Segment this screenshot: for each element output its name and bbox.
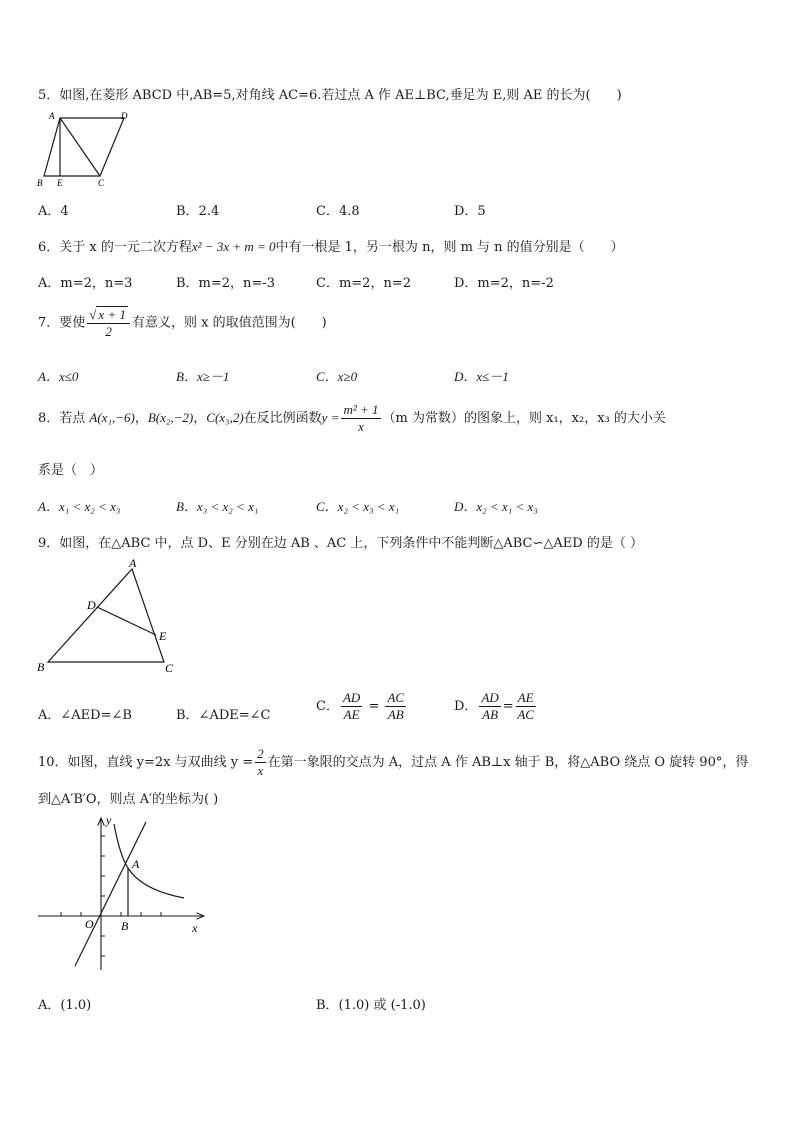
graph-figure bbox=[34, 812, 214, 974]
triangle-figure bbox=[34, 555, 184, 675]
q9-option-c-eq: = bbox=[368, 699, 380, 714]
q6-option-a[interactable]: A．m=2，n=3 bbox=[38, 276, 133, 291]
q8-option-a[interactable]: A．x₁ < x₂ < x₃ bbox=[38, 499, 121, 514]
q6-pre: 6．关于 x 的一元二次方程 bbox=[38, 240, 192, 255]
q9-option-c[interactable] bbox=[316, 690, 408, 723]
q9-option-d-den1: AB bbox=[482, 707, 499, 722]
q7-option-d[interactable]: D．x≤－1 bbox=[454, 369, 509, 384]
q8-option-c[interactable]: C．x₂ < x₃ < x₁ bbox=[316, 499, 400, 514]
q10-text bbox=[38, 746, 748, 779]
q5-text: 5．如图,在菱形 ABCD 中,AB=5,对角线 AC=6.若过点 A 作 AE⊥BC,垂足为 E,则 AE 的长为( ) bbox=[38, 88, 622, 103]
q7-pre: 7．要使 bbox=[38, 315, 86, 331]
fig9-label-b: B bbox=[37, 660, 45, 674]
q8-mid: 在反比例函数 bbox=[243, 411, 322, 426]
q10-line2: 到△A′B′O，则点 A′的坐标为( ) bbox=[38, 792, 219, 807]
q7-option-b[interactable]: B．x≥－1 bbox=[176, 369, 230, 384]
q9-option-a[interactable]: A．∠AED=∠B bbox=[38, 708, 132, 723]
rhombus-figure bbox=[34, 110, 138, 188]
q10-fraction bbox=[255, 746, 266, 779]
q6-option-c[interactable]: C．m=2，n=2 bbox=[316, 276, 411, 291]
q8-post: （m 为常数）的图象上，则 x₁，x₂，x₃ 的大小关 bbox=[382, 411, 666, 426]
q8-text: 8．若点 A(x₁,−6)，B(x₂,−2)，C(x₃,2)在反比例函数y = $\frac{\text{m² + 1}}{x}$ （m 为常数）的图象上，则 x₁，x₂，x₃ 的大小关 bbox=[38, 402, 666, 434]
q9-option-d-prefix: D． bbox=[454, 699, 478, 714]
q9-option-c-num1: AD bbox=[342, 690, 361, 705]
q9-option-d[interactable] bbox=[454, 690, 538, 723]
q8-fraction bbox=[341, 402, 380, 435]
q9-text: 9．如图，在△ABC 中，点 D、E 分别在边 AB 、AC 上，下列条件中不能判断△ABC∽△AED 的是（ ） bbox=[38, 536, 643, 551]
q7-numerator: x + 1 bbox=[98, 307, 126, 322]
fig10-label-b: B bbox=[121, 919, 129, 933]
fig10-label-x: x bbox=[192, 921, 198, 935]
fig5-label-e: E bbox=[57, 178, 63, 188]
fig9-label-e: E bbox=[159, 629, 167, 643]
q9-option-c-prefix: C． bbox=[316, 699, 339, 714]
q9-option-d-num1: AD bbox=[481, 690, 499, 705]
q8-point-c: C(x₃,2) bbox=[206, 410, 244, 425]
q6-option-d[interactable]: D．m=2，n=-2 bbox=[454, 276, 554, 291]
q8-fraction-num: m² + 1 bbox=[343, 402, 379, 417]
q9-option-c-den1: AE bbox=[343, 707, 360, 722]
q7-text bbox=[38, 306, 327, 340]
q9-option-d-num2: AE bbox=[517, 690, 534, 705]
q7-fraction: $\frac{√ x + 1}{2}$ bbox=[87, 306, 130, 340]
q5-option-b[interactable]: B．2.4 bbox=[176, 204, 220, 219]
fig10-label-a: A bbox=[132, 857, 140, 871]
q8-option-d[interactable]: D．x₂ < x₁ < x₃ bbox=[454, 499, 538, 514]
fig9-label-a: A bbox=[129, 556, 137, 570]
q9-option-b[interactable]: B．∠ADE=∠C bbox=[176, 708, 271, 723]
q6-option-b[interactable]: B．m=2，n=-3 bbox=[176, 276, 275, 291]
q7-denominator: 2 bbox=[105, 324, 112, 339]
q9-option-d-den2: AC bbox=[517, 707, 534, 722]
fig9-label-c: C bbox=[165, 661, 174, 675]
q10-post: 在第一象限的交点为 A，过点 A 作 AB⊥x 轴于 B，将△ABO 绕点 O 旋转 90°，得 bbox=[267, 755, 749, 770]
q8-fy: y = bbox=[321, 410, 340, 425]
q10-option-a[interactable]: A．(1.0) bbox=[38, 998, 92, 1013]
fig10-label-o: O bbox=[85, 917, 94, 931]
q8-option-b[interactable]: B．x₃ < x₂ < x₁ bbox=[176, 499, 259, 514]
fig5-label-b: B bbox=[37, 178, 43, 188]
fig5-label-a: A bbox=[49, 111, 55, 121]
q5-option-a[interactable]: A．4 bbox=[38, 204, 69, 219]
q7-post: 有意义，则 x 的取值范围为( ) bbox=[131, 315, 327, 331]
q9-option-c-den2: AB bbox=[387, 707, 404, 722]
q10-fraction-num: 2 bbox=[257, 746, 264, 761]
q10-fraction-den: x bbox=[257, 763, 264, 778]
q5-option-c[interactable]: C．4.8 bbox=[316, 204, 360, 219]
q10-pre: 10．如图，直线 y=2x 与双曲线 y = bbox=[38, 755, 254, 770]
q8-point-b: B(x₂,−2) bbox=[147, 410, 194, 425]
q6-text bbox=[38, 236, 624, 255]
q7-option-c[interactable]: C．x≥0 bbox=[316, 369, 358, 384]
q9-option-d-eq: = bbox=[502, 699, 514, 714]
q8-line2: 系是（ ） bbox=[38, 463, 104, 478]
q8-fraction-den: x bbox=[358, 419, 364, 434]
q9-option-c-num2: AC bbox=[387, 690, 405, 705]
q7-option-a[interactable]: A．x≤0 bbox=[38, 369, 79, 384]
q10-option-b[interactable]: B．(1.0) 或 (-1.0) bbox=[316, 998, 426, 1013]
fig5-label-d: D bbox=[121, 111, 128, 121]
q6-post: 中有一根是 1，另一根为 n，则 m 与 n 的值分别是（ ） bbox=[275, 240, 624, 255]
q8-point-a: A(x₁,−6) bbox=[89, 410, 135, 425]
fig9-label-d: D bbox=[87, 598, 96, 612]
fig10-label-y: y bbox=[106, 813, 112, 827]
q8-pre: 8．若点 bbox=[38, 411, 90, 426]
q5-option-d[interactable]: D．5 bbox=[454, 204, 486, 219]
q6-equation: x² − 3x + m = 0 bbox=[191, 239, 276, 254]
fig5-label-c: C bbox=[98, 178, 105, 188]
